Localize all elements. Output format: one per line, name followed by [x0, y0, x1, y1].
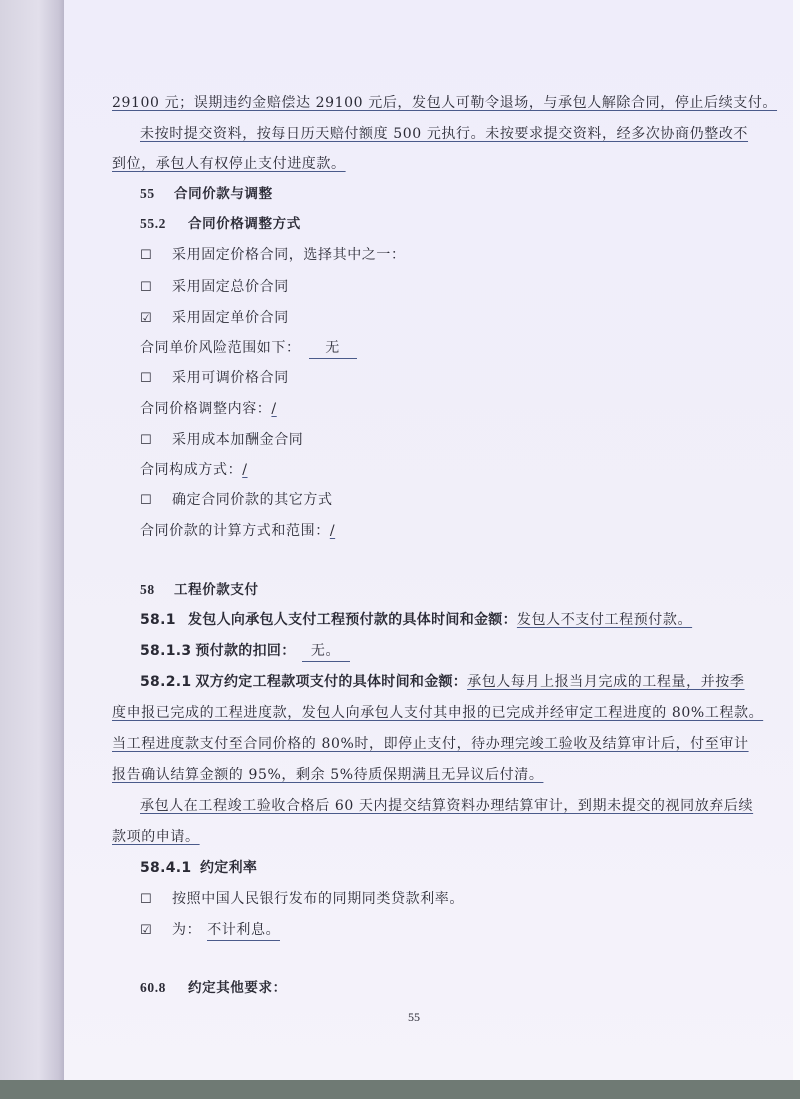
option-label: 采用固定总价合同: [172, 279, 289, 295]
page-right-margin: [793, 0, 800, 1080]
clause-number: 58.2.1: [140, 674, 192, 690]
clause-58-1: [140, 610, 692, 630]
clause-label: 双方约定工程款项支付的具体时间和金额：: [195, 674, 468, 690]
binding-shadow: [0, 0, 64, 1080]
option-fixed-unit: [140, 308, 289, 329]
text-line: 报告确认结算金额的 95%，剩余 5%待质保期满且无异议后付清。: [112, 767, 544, 783]
checkbox-unchecked-icon[interactable]: ☐: [140, 433, 153, 448]
clause-60-8: [140, 978, 287, 998]
scanner-bottom-strip: [0, 1080, 800, 1099]
section-title: 合同价款与调整: [174, 186, 273, 202]
option-fixed-total: [140, 277, 289, 298]
checkbox-unchecked-icon[interactable]: ☐: [140, 493, 153, 508]
section-heading-58: [140, 580, 259, 600]
clause-value: 无。: [302, 641, 350, 662]
text-line: 款项的申请。: [112, 829, 200, 845]
section-title: 工程价款支付: [174, 582, 259, 598]
option-label: 采用固定单价合同: [172, 310, 289, 326]
field-label: 合同构成方式：: [140, 462, 243, 478]
clause-title: 约定利率: [200, 860, 258, 876]
clause-number: 58.1: [140, 612, 176, 628]
option-adjustable: [140, 368, 289, 389]
clause-title: 约定其他要求：: [188, 980, 287, 996]
section-heading-55: [140, 184, 273, 204]
field-label: 合同价款的计算方式和范围：: [140, 523, 330, 539]
option-label: 采用成本加酬金合同: [172, 432, 304, 448]
option-label: 按照中国人民银行发布的同期同类贷款利率。: [172, 891, 464, 907]
checkbox-unchecked-icon[interactable]: ☐: [140, 280, 153, 295]
section-number: 58: [140, 582, 155, 597]
text-span: 未按时提交资料，按每日历天赔付额度 500 元执行。未按要求提交资料，经多次协商仍整改不: [140, 126, 749, 142]
field-adjust-content: [140, 399, 277, 419]
option-label: 为：: [172, 922, 202, 938]
checkbox-unchecked-icon[interactable]: ☐: [140, 892, 153, 907]
option-pboc-rate: [140, 889, 464, 910]
clause-number: 58.4.1: [140, 860, 192, 876]
field-value: /: [329, 523, 336, 539]
text-line: 度申报已完成的工程进度款，发包人向承包人支付其申报的已完成并经审定工程进度的 80%工程款。: [112, 705, 764, 721]
checkbox-unchecked-icon[interactable]: ☐: [140, 371, 153, 386]
text-line: 29100 元；误期违约金赔偿达 29100 元后，发包人可勒令退场，与承包人解除合同，停止后续支付。: [112, 95, 778, 111]
field-label: 合同单价风险范围如下：: [140, 340, 301, 356]
checkbox-unchecked-icon[interactable]: ☐: [140, 248, 153, 263]
field-value: 无: [309, 338, 357, 359]
subsection-title: 合同价格调整方式: [188, 216, 301, 232]
checkbox-checked-icon[interactable]: ☑: [140, 311, 153, 326]
field-unit-risk: [140, 338, 357, 359]
text-span: 承包人在工程竣工验收合格后 60 天内提交结算资料办理结算审计，到期未提交的视同放弃后续: [140, 798, 754, 814]
option-label: 采用可调价格合同: [172, 370, 289, 386]
option-custom-rate: [140, 920, 280, 941]
option-value: 不计利息。: [207, 920, 280, 941]
option-label: 确定合同价款的其它方式: [172, 492, 333, 508]
option-fixed-price: [140, 245, 406, 266]
section-number: 55: [140, 186, 155, 201]
option-cost-plus: [140, 430, 303, 451]
option-other-method: [140, 490, 333, 511]
text-line: [140, 124, 748, 144]
field-value: /: [271, 401, 277, 417]
field-composition: [140, 460, 248, 480]
clause-58-2-1: [140, 672, 745, 692]
text-line: [140, 796, 753, 816]
clause-58-1-3: [140, 641, 350, 662]
checkbox-checked-icon[interactable]: ☑: [140, 923, 153, 938]
subsection-heading-55-2: [140, 214, 301, 234]
text-line: 当工程进度款支付至合同价格的 80%时，即停止支付，待办理完竣工验收及结算审计后，付至审计: [112, 736, 749, 752]
clause-58-4-1: [140, 858, 257, 878]
field-value: /: [242, 462, 248, 478]
field-label: 合同价格调整内容：: [140, 401, 272, 417]
clause-value: 承包人每月上报当月完成的工程量，并按季: [467, 674, 745, 690]
clause-number: 58.1.3: [140, 643, 192, 659]
text-line: 到位，承包人有权停止支付进度款。: [112, 156, 346, 172]
clause-label: 发包人向承包人支付工程预付款的具体时间和金额：: [188, 612, 517, 628]
option-label: 采用固定价格合同，选择其中之一：: [172, 247, 406, 263]
clause-number: 60.8: [140, 980, 167, 995]
clause-value: 发包人不支付工程预付款。: [516, 612, 693, 628]
page-number: 55: [408, 1010, 420, 1024]
subsection-number: 55.2: [140, 216, 167, 231]
field-calc-method: [140, 521, 335, 541]
clause-label: 预付款的扣回：: [195, 643, 296, 659]
